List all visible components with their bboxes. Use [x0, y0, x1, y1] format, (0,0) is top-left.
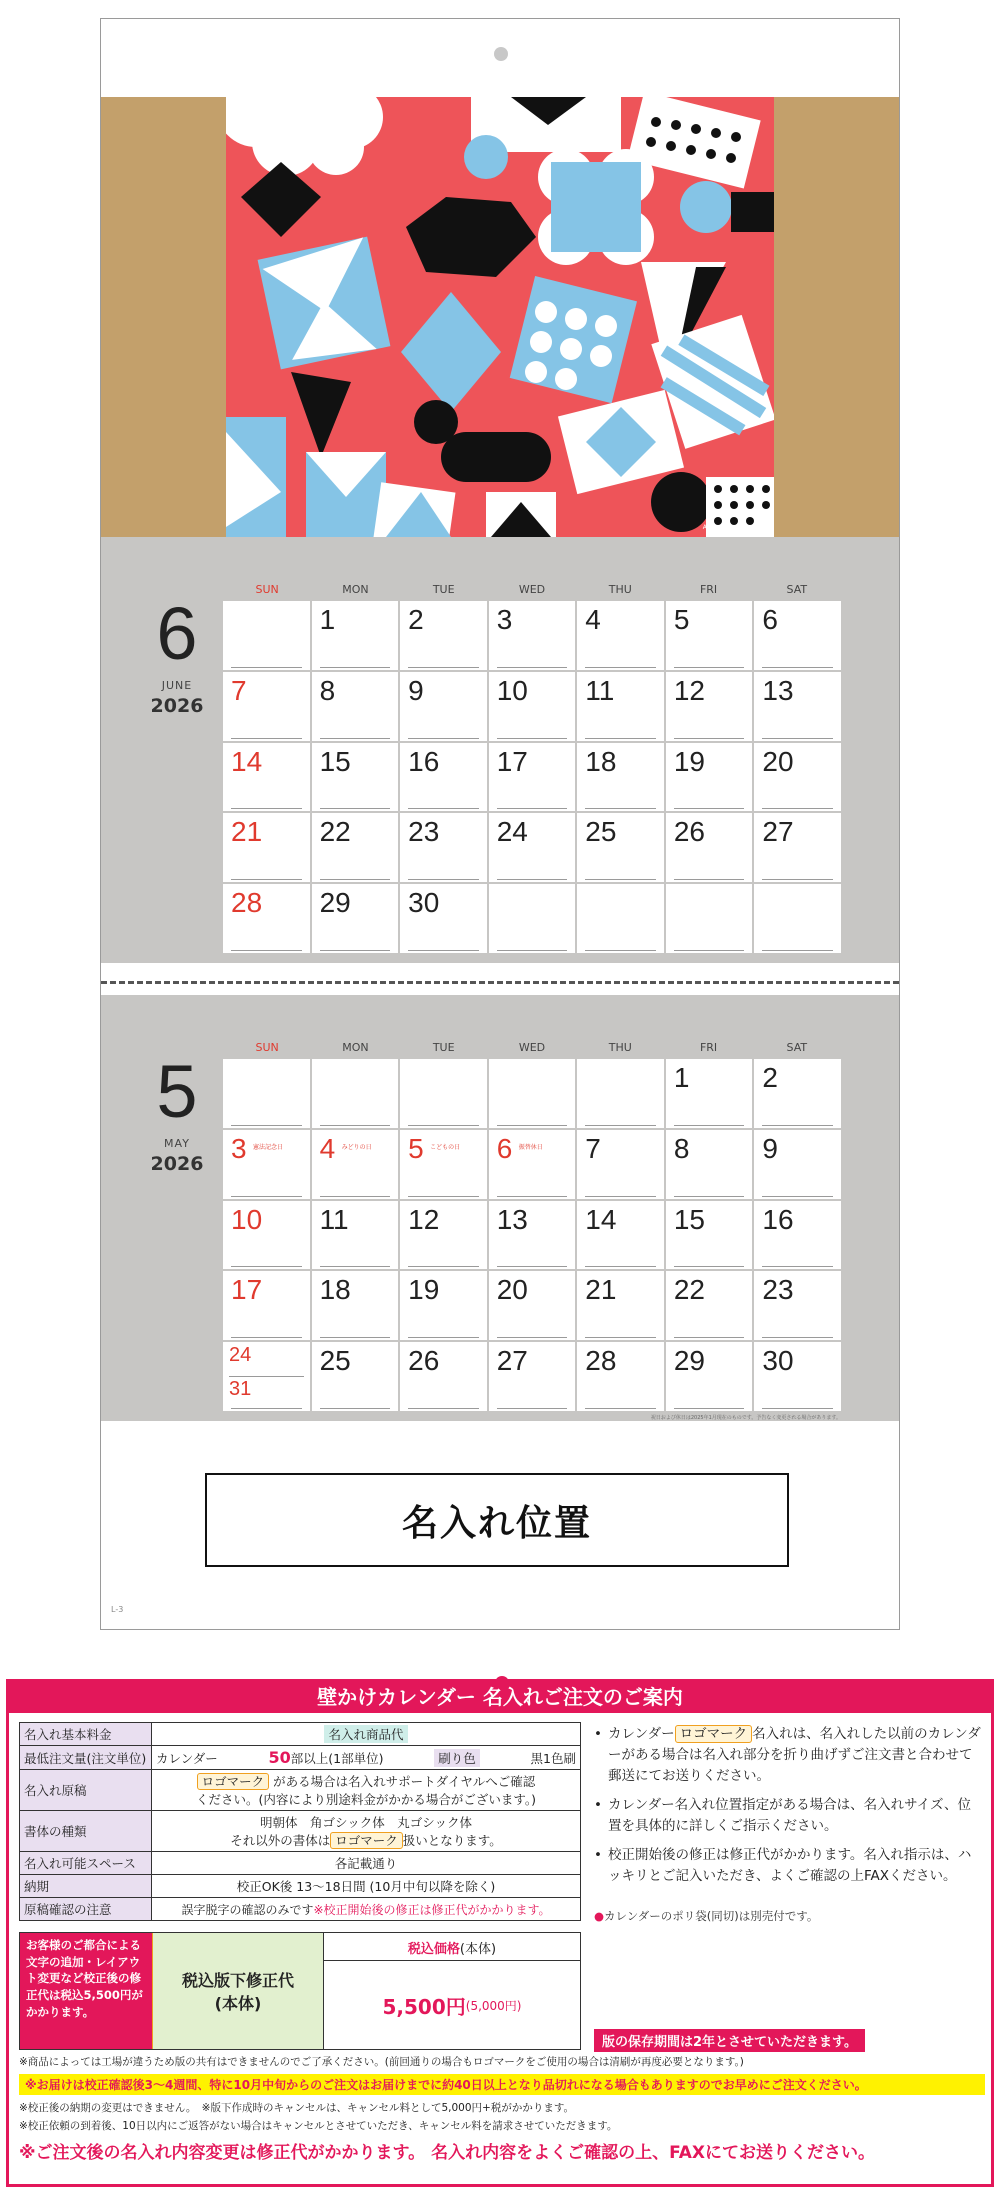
day-number: 19	[673, 745, 705, 777]
day-number: 25	[585, 816, 617, 848]
month-number: 6	[156, 592, 198, 675]
day-cell	[666, 813, 753, 882]
day-cell	[312, 1201, 399, 1270]
day-number: 12	[673, 674, 705, 706]
holiday-fineprint: 祝日および休日は2025年1月現在のものです。予告なく変更される場合があります。	[650, 1415, 841, 1421]
day-cell	[754, 601, 841, 670]
month-name: JUNE	[161, 679, 193, 692]
day-cell	[312, 1342, 399, 1411]
day-number: 24	[496, 816, 528, 848]
geometric-pattern-illustration	[226, 97, 774, 537]
day-cell	[754, 672, 841, 741]
day-grid	[223, 1059, 841, 1411]
weekday-label: FRI	[699, 1041, 718, 1054]
day-cell	[223, 813, 310, 882]
day-number: 5	[408, 1132, 424, 1164]
day-number: 9	[408, 674, 424, 706]
day-cell	[223, 1342, 310, 1411]
day-cell	[312, 1059, 399, 1128]
day-cell	[577, 1201, 664, 1270]
day-number: 1	[673, 1062, 690, 1093]
holiday-name: 振替休日	[518, 1143, 543, 1151]
day-cell	[489, 1059, 576, 1128]
row-value: 校正OK後 13〜18日間 (10月中旬以降を除く)	[236, 1879, 496, 1894]
day-cell	[400, 1342, 487, 1411]
day-cell	[223, 1059, 310, 1128]
font-list: 明朝体 角ゴシック体 丸ゴシック体	[259, 1815, 472, 1830]
weekday-label: WED	[518, 1041, 546, 1054]
day-cell	[223, 672, 310, 741]
row-value: 各記載通り	[334, 1856, 398, 1871]
holiday-name: こどもの日	[430, 1143, 461, 1151]
day-cell	[666, 1271, 753, 1340]
day-number: 14	[585, 1203, 617, 1235]
day-number: 8	[673, 1132, 690, 1164]
day-cell	[400, 1201, 487, 1270]
day-number: 29	[673, 1345, 705, 1377]
day-number: 22	[673, 1274, 705, 1306]
day-cell	[666, 672, 753, 741]
day-number: 9	[762, 1132, 778, 1164]
row-label: 名入れ原稿	[20, 1770, 152, 1810]
day-cell	[754, 743, 841, 812]
revision-fee-title: 税込版下修正代	[181, 1971, 294, 1990]
day-cell	[223, 884, 310, 953]
art-credit: Art by Naomi Kaneko	[702, 524, 766, 531]
weekday-label: SUN	[255, 583, 279, 596]
day-number: 16	[762, 1203, 794, 1235]
bullet-text: カレンダー	[608, 1726, 675, 1742]
min-order-suffix: 部以上(1部単位)	[290, 1751, 384, 1766]
day-cell	[754, 1059, 841, 1128]
list-item: • カレンダー ロゴマーク 名入れは、名入れした以前のカレンダーがある場合は名入れ部分を折り曲げずご注文書と合わせて郵送にてお送りください。	[594, 1726, 981, 1784]
final-warning: ※ご注文後の名入れ内容変更は修正代がかかります。 名入れ内容をよくご確認の上、FAXにてお送りください。	[19, 2143, 876, 2163]
list-item: • カレンダー名入れ位置指定がある場合は、名入れサイズ、位置を具体的に詳しくご指示ください。	[594, 1795, 984, 1837]
month-name: MAY	[164, 1137, 190, 1150]
bullet-text: 校正開始後の修正は修正代がかかります。名入れ指示は、ハッキリとご記入いただき、よくご確認の上FAXください。	[608, 1846, 972, 1884]
day-cell	[577, 1271, 664, 1340]
row-label: 名入れ可能スペース	[20, 1852, 152, 1874]
day-number: 10	[231, 1203, 263, 1235]
note-text: ※商品によっては工場が違うため版の共有はできませんのでご了承ください。(前回通りの場合もロゴマークをご使用の場合は清刷が再度必要となります。)	[19, 2056, 744, 2068]
table-row	[20, 1898, 580, 1920]
day-cell	[754, 813, 841, 882]
weekday-label: TUE	[432, 583, 455, 596]
day-cell	[400, 1130, 487, 1199]
day-cell	[666, 1342, 753, 1411]
bullet-dot-icon: ●	[594, 1909, 605, 1923]
note-text: ※校正依頼の到着後、10日以内にご返答がない場合はキャンセルとさせていただき、キャンセル料を請求させていただきます。	[19, 2120, 618, 2132]
day-number: 10	[496, 674, 528, 706]
delivery-warning: ※お届けは校正確認後3〜4週間、特に10月中旬からのご注文はお届けまでに約40日以上となり品切れになる場合もありますのでお早めにご注文ください。	[19, 2074, 985, 2095]
guide-title: 壁かけカレンダー 名入れご注文のご案内	[9, 1682, 991, 1713]
day-number: 13	[496, 1203, 528, 1235]
month-year: 2026	[150, 1153, 204, 1175]
day-cell	[666, 1130, 753, 1199]
print-color-label: 刷り色	[434, 1749, 480, 1767]
revision-fee-label	[152, 1933, 324, 2049]
revision-fee-notice: お客様のご都合による文字の追加・レイアウト変更など校正後の修正代は税込5,500円がかかります。	[20, 1933, 152, 2049]
day-number: 8	[319, 674, 336, 706]
bullet-text: 名入れは、名入れした以前のカレンダーがある場合は名入れ部分を折り曲げずご注文書と合わせて郵送にてお送りください。	[608, 1726, 981, 1784]
day-cell	[666, 1059, 753, 1128]
day-cell	[577, 1342, 664, 1411]
day-cell	[577, 1130, 664, 1199]
day-number: 4	[585, 604, 601, 635]
day-number: 13	[762, 674, 794, 706]
row-value	[152, 1746, 580, 1769]
day-number: 15	[673, 1203, 705, 1235]
day-number: 20	[496, 1274, 528, 1306]
day-number: 23	[408, 816, 440, 848]
day-number: 30	[762, 1345, 794, 1377]
row-label: 原稿確認の注意	[20, 1898, 152, 1920]
price-amount: 5,500円	[382, 1994, 466, 2019]
table-row	[20, 1852, 580, 1875]
print-color-value: 黒1色刷	[530, 1750, 576, 1766]
day-number: 2	[762, 1062, 778, 1093]
day-cell	[754, 1201, 841, 1270]
day-cell	[312, 601, 399, 670]
day-cell	[754, 1342, 841, 1411]
day-number: 27	[496, 1345, 528, 1377]
may-panel	[101, 995, 899, 1421]
row-label: 書体の種類	[20, 1811, 152, 1851]
month-number: 5	[156, 1050, 198, 1133]
day-cell	[223, 1130, 310, 1199]
day-number: 7	[231, 674, 247, 706]
base-fee-value: 名入れ商品代	[324, 1725, 407, 1743]
manuscript-text: ください。(内容により別途料金がかかる場合がございます。)	[195, 1792, 536, 1807]
day-cell	[223, 743, 310, 812]
day-number: 23	[762, 1274, 794, 1306]
day-number: 18	[319, 1274, 351, 1306]
day-cell	[577, 743, 664, 812]
weekday-header	[223, 1041, 841, 1059]
day-cell	[312, 1130, 399, 1199]
day-number: 30	[408, 887, 440, 919]
page-mark: L-3	[111, 1605, 124, 1614]
day-number: 1	[319, 604, 336, 635]
order-table	[19, 1722, 581, 1921]
day-cell	[223, 1201, 310, 1270]
day-cell	[312, 884, 399, 953]
fold-line	[101, 981, 899, 984]
day-cell	[577, 884, 664, 953]
day-cell	[666, 884, 753, 953]
day-number: 18	[585, 745, 617, 777]
day-cell	[489, 884, 576, 953]
weekday-label: MON	[342, 583, 369, 596]
row-label: 最低注文量(注文単位)	[20, 1746, 152, 1769]
day-cell	[666, 1201, 753, 1270]
day-cell	[312, 672, 399, 741]
row-label: 名入れ基本料金	[20, 1723, 152, 1745]
day-cell	[400, 1271, 487, 1340]
min-order-prefix: カレンダー	[156, 1750, 218, 1766]
order-guide	[6, 1679, 994, 2187]
row-value	[152, 1770, 580, 1810]
day-cell	[400, 813, 487, 882]
month-year: 2026	[150, 695, 204, 717]
day-cell	[312, 813, 399, 882]
table-row	[20, 1875, 580, 1898]
poly-bag-note	[594, 1908, 818, 1924]
weekday-label: SAT	[786, 1041, 808, 1054]
day-number: 26	[408, 1345, 440, 1377]
day-cell	[223, 1271, 310, 1340]
calendar-sheet	[100, 18, 900, 1630]
price-header	[324, 1933, 580, 1961]
row-value	[152, 1723, 580, 1745]
day-cell	[754, 1130, 841, 1199]
day-number: 3	[231, 1132, 247, 1164]
day-number: 21	[585, 1274, 617, 1306]
day-number: 26	[673, 816, 705, 848]
holiday-name: 憲法記念日	[253, 1143, 284, 1151]
row-label: 納期	[20, 1875, 152, 1897]
table-row	[20, 1746, 580, 1770]
weekday-label: SAT	[786, 583, 808, 596]
tax-included-label: 税込価格	[407, 1942, 460, 1957]
day-number: 2	[408, 604, 424, 635]
table-row	[20, 1770, 580, 1811]
hanger-hole	[494, 47, 508, 61]
day-number: 22	[319, 816, 351, 848]
weekday-label: FRI	[699, 583, 718, 596]
holiday-name: みどりの日	[341, 1143, 372, 1151]
revision-fee-subtitle: (本体)	[214, 1994, 262, 2013]
day-number: 11	[585, 674, 615, 706]
day-cell	[489, 1342, 576, 1411]
day-cell	[312, 743, 399, 812]
weekday-label: SUN	[255, 1041, 279, 1054]
day-number: 20	[762, 745, 794, 777]
base-price-label: (本体)	[459, 1942, 497, 1957]
manuscript-text: がある場合は名入れサポートダイヤルへご確認	[273, 1774, 536, 1789]
weekday-label: MON	[342, 1041, 369, 1054]
day-cell	[577, 672, 664, 741]
weekday-label: THU	[608, 1041, 632, 1054]
day-number: 15	[319, 745, 351, 777]
note-text: ※校正後の納期の変更はできません。 ※版下作成時のキャンセルは、キャンセル料として5,000円+税がかかります。	[19, 2102, 574, 2114]
day-number: 29	[319, 887, 351, 919]
poly-bag-text: カレンダーのポリ袋(同切)は別売付です。	[604, 1909, 819, 1923]
day-number: 11	[319, 1203, 349, 1235]
day-cell	[400, 884, 487, 953]
day-number: 5	[673, 604, 690, 635]
table-row	[20, 1723, 580, 1746]
day-cell	[400, 743, 487, 812]
day-cell	[754, 1271, 841, 1340]
table-row	[20, 1811, 580, 1852]
day-cell	[223, 601, 310, 670]
day-number: 28	[585, 1345, 617, 1377]
day-cell	[312, 1271, 399, 1340]
artwork-frame	[101, 97, 899, 537]
day-cell	[577, 1059, 664, 1128]
weekday-label: THU	[608, 583, 632, 596]
list-item: • 校正開始後の修正は修正代がかかります。名入れ指示は、ハッキリとご記入いただき、よくご確認の上FAXください。	[594, 1845, 984, 1887]
day-cell	[577, 601, 664, 670]
day-cell	[666, 601, 753, 670]
day-cell	[489, 672, 576, 741]
day-number: 6	[496, 1132, 513, 1164]
plate-retention-badge: 版の保存期間は2年とさせていただきます。	[594, 2029, 865, 2052]
price-column	[324, 1933, 580, 2049]
proof-warning: ※校正開始後の修正は修正代がかかります。	[313, 1902, 551, 1917]
day-cell	[400, 1059, 487, 1128]
weekday-label: WED	[518, 583, 546, 596]
weekday-header	[223, 583, 841, 601]
instruction-list	[594, 1724, 984, 1894]
min-order-qty: 50	[268, 1748, 291, 1767]
bullet-text: カレンダー名入れ位置指定がある場合は、名入れサイズ、位置を具体的に詳しくご指示ください。	[608, 1796, 971, 1834]
day-number: 12	[408, 1203, 440, 1235]
row-value	[152, 1898, 580, 1920]
day-cell	[489, 1201, 576, 1270]
day-cell	[666, 743, 753, 812]
font-note: 扱いとなります。	[402, 1833, 502, 1848]
day-cell	[577, 813, 664, 882]
day-cell	[489, 743, 576, 812]
day-number: 19	[408, 1274, 440, 1306]
day-number: 21	[231, 816, 263, 848]
proof-note: 誤字脱字の確認のみです	[181, 1902, 314, 1917]
day-number: 14	[231, 745, 263, 777]
day-number: 7	[585, 1132, 601, 1164]
day-cell	[400, 601, 487, 670]
day-number: 6	[762, 604, 778, 635]
price-value	[324, 1961, 580, 2049]
font-note: それ以外の書体は	[230, 1833, 331, 1848]
day-number: 3	[496, 604, 513, 635]
day-number: 17	[231, 1274, 263, 1306]
day-number: 4	[319, 1132, 336, 1164]
day-cell	[489, 813, 576, 882]
day-cell	[754, 884, 841, 953]
day-cell	[489, 1130, 576, 1199]
day-grid	[223, 601, 841, 953]
day-cell	[489, 601, 576, 670]
artwork	[226, 97, 774, 537]
price-base-amount: (5,000円)	[465, 1998, 522, 2013]
row-value	[152, 1811, 580, 1851]
day-cell	[489, 1271, 576, 1340]
day-cell	[400, 672, 487, 741]
day-number: 16	[408, 745, 440, 777]
day-number: 28	[231, 887, 263, 919]
day-number: 25	[319, 1345, 351, 1377]
logo-mark-tag: ロゴマーク	[197, 1773, 270, 1790]
day-number: 17	[496, 745, 528, 777]
logo-mark-tag: ロゴマーク	[330, 1832, 403, 1849]
day-number: 31	[229, 1378, 252, 1401]
day-number: 27	[762, 816, 794, 848]
day-number: 24	[229, 1344, 252, 1367]
logo-mark-tag: ロゴマーク	[675, 1725, 753, 1743]
imprint-position-box: 名入れ位置	[205, 1473, 789, 1567]
june-panel	[101, 537, 899, 963]
price-block	[19, 1932, 581, 2050]
weekday-label: TUE	[432, 1041, 455, 1054]
